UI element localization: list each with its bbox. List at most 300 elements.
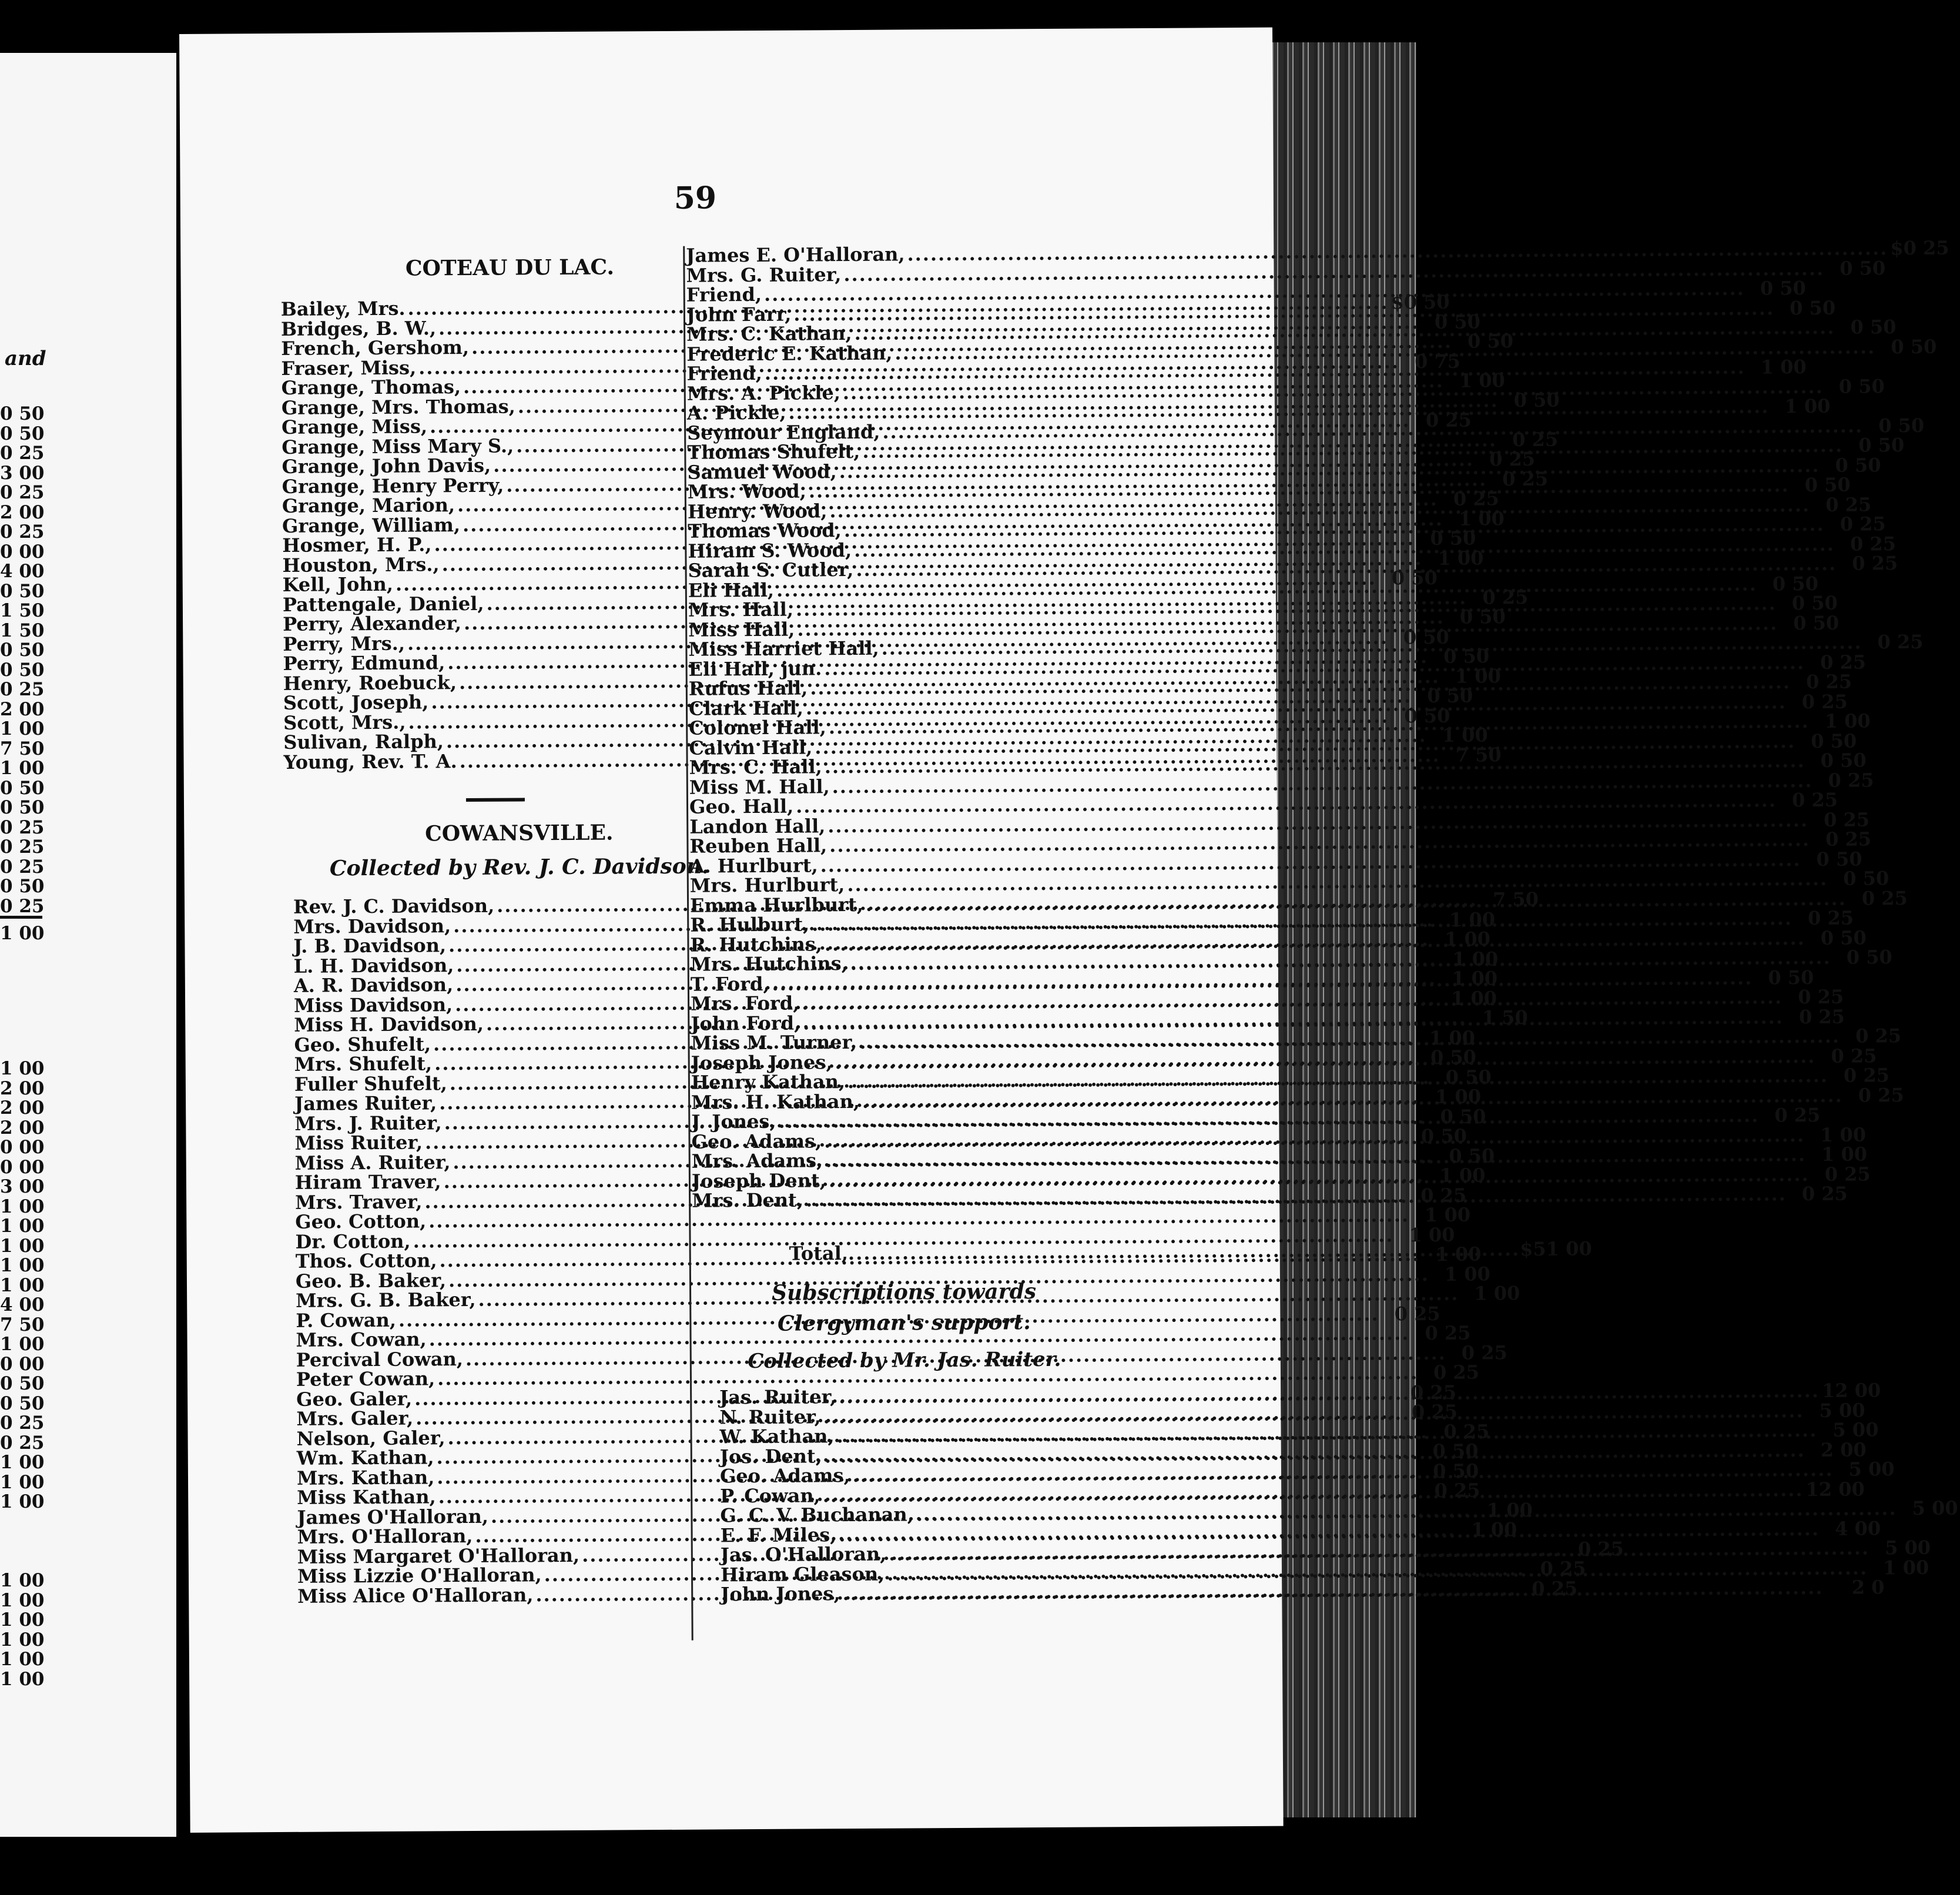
left-page-amount: 2 00 [0, 1077, 45, 1099]
entry-name: Sarah S. Cutler, [688, 558, 854, 582]
entry-amount: 0 25 [1828, 768, 1874, 792]
entry-amount: 0 25 [1411, 1400, 1458, 1424]
left-page-amount: 1 00 [0, 1196, 45, 1217]
entry-amount: 0 50 [1449, 1144, 1495, 1167]
entry-name: Joseph Dent, [691, 1169, 826, 1193]
entry-name: T. Ford, [690, 972, 770, 996]
left-page-amount: 0 50 [0, 423, 45, 444]
entry-name: Mrs. G. Ruiter, [686, 263, 842, 287]
left-page-amount: 0 25 [0, 482, 45, 503]
entry-name: Nelson, Galer, [296, 1426, 445, 1450]
entry-amount: 1 00 [1760, 356, 1807, 379]
entry-name: Grange, Marion, [282, 494, 455, 517]
entry-amount: 0 25 [1461, 1341, 1507, 1364]
entry-name: Henry, Roebuck, [283, 671, 457, 695]
entry-name: Mrs. C. Hall, [689, 755, 822, 779]
entry-amount: 0 50 [1878, 414, 1925, 437]
entry-amount: 0 50 [1445, 1065, 1492, 1089]
entry-name: Mrs. Hall, [688, 598, 794, 621]
entry-amount: 0 25 [1824, 808, 1870, 831]
entry-amount: 0 50 [1443, 645, 1490, 668]
left-page-amount: 0 00 [0, 1353, 45, 1375]
leader-dots [848, 1238, 1520, 1264]
entry-name: Miss Ruiter, [294, 1131, 423, 1154]
entry-amount: 0 25 [1852, 552, 1898, 575]
entry-amount: 0 25 [1434, 1479, 1480, 1502]
entry-name: Colonel Hall, [689, 716, 826, 739]
leader-dots [843, 1578, 1824, 1604]
entry-amount: 1 00 [1820, 1123, 1867, 1146]
entry-name: Clark Hall, [688, 697, 804, 720]
left-page-amount: 1 00 [0, 1235, 45, 1257]
entry-amount: 0 25 [1855, 1024, 1902, 1047]
entry-name: A. R. Davidson, [293, 973, 454, 997]
page-number: 59 [674, 180, 717, 216]
entry-amount: 0 25 [1850, 532, 1897, 555]
entry-name: Fuller Shufelt, [294, 1072, 447, 1096]
entry-amount: 1 00 [1455, 664, 1501, 688]
entry-amount: 0 25 [1443, 1419, 1490, 1443]
previous-page [0, 53, 176, 1837]
entry-name: W. Kathan, [719, 1425, 835, 1448]
left-page-amount: 0 50 [0, 1392, 45, 1414]
entry-name: Seymour England, [687, 420, 880, 444]
entry-amount: 1 50 [1482, 1006, 1528, 1029]
entry-name: Geo. B. Baker, [295, 1268, 447, 1293]
left-page-amount: 0 25 [0, 816, 45, 838]
entry-name: Joseph Jones, [691, 1050, 833, 1074]
entry-amount: 0 25 [1820, 650, 1867, 674]
left-page-amount: 0 25 [0, 443, 45, 464]
entry-name: Mrs. C. Kathan, [686, 322, 852, 346]
entry-amount: 0 75 [1414, 350, 1461, 373]
entry-name: N. Ruiter, [719, 1405, 821, 1428]
entry-name: Bridges, B. W., [280, 316, 437, 340]
entry-amount: 1 00 [1458, 507, 1505, 530]
entry-name: Young, Rev. T. A. [283, 749, 457, 774]
entry-amount: 0 25 [1825, 828, 1872, 851]
entry-name: Mrs. Kathan, [296, 1465, 435, 1489]
left-page-amount: 0 25 [0, 895, 45, 917]
entry-name: Miss Alice O'Halloran, [297, 1583, 534, 1608]
entry-amount: 0 50 [1404, 704, 1450, 727]
entry-amount: 1 00 [1471, 1518, 1517, 1541]
entry-name: James Ruiter, [294, 1092, 437, 1115]
left-page-amount: 2 00 [0, 1117, 45, 1139]
left-page-amount: 1 00 [0, 1668, 45, 1690]
entry-name: Dr. Cotton, [295, 1230, 411, 1253]
entry-amount: 5 00 [1912, 1496, 1958, 1520]
entry-amount: 1 00 [1435, 1085, 1482, 1108]
entry-amount: 0 50 [1440, 1104, 1486, 1128]
entry-name: Jas. O'Halloran, [720, 1542, 887, 1566]
entry-name: Mrs. Galer, [296, 1407, 414, 1430]
entry-amount: 0 25 [1877, 630, 1924, 654]
entry-amount: 0 25 [1801, 1182, 1848, 1206]
entry-amount: 0 25 [1858, 1083, 1904, 1107]
entry-amount: 1 00 [1439, 1164, 1486, 1187]
entry-name: Mrs. Cowan, [296, 1328, 427, 1351]
entry-name: E. F. Miles, [720, 1523, 837, 1546]
entry-amount: 0 50 [1820, 749, 1867, 772]
entry-amount: 0 50 [1891, 335, 1937, 358]
entry-name: Rev. J. C. Davidson, [293, 894, 495, 918]
entry-amount: 0 25 [1791, 788, 1838, 812]
entry-name: A. Hurlburt, [689, 853, 818, 878]
entry-name: Landon Hall, [689, 814, 826, 838]
entry-amount: 1 00 [1883, 1556, 1929, 1579]
left-page-amount: 0 25 [0, 856, 45, 878]
left-page-amounts-top [0, 404, 45, 916]
entry-amount: 0 50 [1772, 572, 1819, 595]
entry-amount: 12 00 [1821, 1379, 1881, 1402]
entry-amount: 1 00 [1444, 928, 1491, 950]
entry-amount: 0 50 [1433, 1459, 1479, 1482]
left-page-amount: 1 50 [0, 620, 45, 641]
left-page-amount: 1 00 [0, 1274, 45, 1296]
entry-name: L. H. Davidson, [293, 953, 454, 977]
entry-amount: 1 00 [1438, 546, 1484, 570]
entry-amount: 0 50 [1513, 389, 1560, 411]
entry-amount: 0 50 [1459, 605, 1506, 628]
entry-amount: 0 25 [1807, 906, 1854, 930]
entry-amount: 1 00 [1459, 369, 1505, 392]
entry-name: Mrs. Hutchins, [690, 952, 848, 976]
left-page-amount: 4 00 [0, 561, 45, 582]
left-page-amount: 3 00 [0, 1176, 45, 1197]
entry-amount: 0 25 [1798, 1005, 1845, 1028]
entry-name: G. C. V. Buchanan, [720, 1503, 914, 1527]
entry-amount: 7 50 [1455, 743, 1502, 766]
entry-name: Grange, Miss, [281, 415, 428, 438]
entry-name: Grange, John Davis, [282, 454, 491, 478]
entry-amount: 0 25 [1482, 585, 1529, 608]
entry-amount: 0 50 [1820, 926, 1867, 949]
list-item [692, 1182, 1848, 1212]
entry-name: A. Pickle, [686, 401, 786, 424]
left-page-amount: 2 00 [0, 1097, 45, 1119]
entry-name: Friend, [686, 283, 762, 306]
entry-amount: 1 00 [1452, 967, 1498, 990]
entry-amount: 1 00 [1442, 724, 1488, 746]
entry-amount: 0 50 [1768, 966, 1814, 989]
entry-amount: 1 00 [1486, 1498, 1533, 1521]
left-page-amount: 0 25 [0, 1412, 45, 1434]
entry-amount: 0 25 [1774, 1103, 1821, 1127]
entry-name: Rufus Hall, [688, 677, 808, 700]
entry-name: Houston, Mrs., [282, 553, 440, 577]
entry-amount: 4 00 [1835, 1516, 1881, 1540]
entry-name: Grange, Miss Mary S., [282, 434, 514, 458]
entry-amount: 5 00 [1848, 1458, 1895, 1481]
entry-amount: 1 00 [1474, 1282, 1520, 1305]
entry-amount: 0 25 [1433, 1361, 1480, 1384]
left-page-amount: 1 00 [0, 1255, 45, 1276]
leader-dots [806, 1184, 1787, 1210]
total-label: Total, [789, 1242, 849, 1265]
entry-name: Kell, John, [282, 572, 394, 596]
entry-name: Mrs. O'Halloran, [297, 1524, 473, 1548]
entry-amount: 0 25 [1825, 493, 1872, 516]
entry-name: R. Hutchins, [690, 932, 823, 956]
entry-name: Mrs. J. Ruiter, [294, 1111, 442, 1135]
entry-amount: 0 50 [1430, 1046, 1477, 1069]
entry-name: Mrs. Davidson, [293, 914, 451, 938]
left-page-amount: 0 50 [0, 1373, 45, 1394]
entry-name: John Jones, [721, 1582, 840, 1606]
left-page-amount: 0 50 [0, 403, 45, 424]
entry-amount: 0 25 [1806, 670, 1852, 694]
left-page-amount [0, 1552, 45, 1572]
entry-amount: 0 50 [1858, 434, 1905, 457]
entry-amount: 1 00 [1824, 709, 1871, 732]
entry-name: Miss Lizzie O'Halloran, [297, 1563, 542, 1588]
entry-amount: 0 50 [1804, 473, 1851, 497]
entry-amount: 0 50 [1850, 316, 1897, 339]
entry-name: Eli Hall, [688, 578, 775, 602]
left-page-amount: 0 25 [0, 836, 45, 858]
entry-name: Miss M. Turner, [691, 1030, 857, 1054]
entry-amount: 5 00 [1885, 1536, 1931, 1559]
entry-name: P. Cowan, [296, 1308, 397, 1332]
entry-name: Jas. Ruiter, [719, 1385, 837, 1409]
entry-name: Geo. Adams, [719, 1464, 850, 1488]
entry-name: J. B. Davidson, [293, 934, 447, 957]
entry-name: Thomas Wood, [688, 519, 842, 543]
section-heading-coteau: COTEAU DU LAC. [405, 255, 615, 281]
document-page [179, 28, 1958, 1833]
entry-name: Reuben Hall, [689, 834, 827, 858]
entry-name: Perry, Mrs., [283, 632, 406, 655]
left-page-amount: 0 00 [0, 1156, 45, 1178]
left-page-amount: 2 00 [0, 698, 45, 720]
left-page-amount: 0 50 [0, 777, 45, 799]
entry-name: Mrs. Wood, [687, 480, 806, 503]
left-page-amount: 1 00 [0, 1570, 45, 1591]
left-page-amount: 1 00 [0, 1609, 45, 1630]
entry-amount: 0 25 [1502, 467, 1549, 490]
left-page-amount: 1 00 [0, 1216, 45, 1237]
left-page-amount: 1 00 [0, 1649, 45, 1670]
entry-name: Perry, Edmund, [283, 651, 445, 675]
entry-amount: $0 25 [1890, 236, 1949, 260]
entry-amount: 2 00 [1820, 1438, 1867, 1461]
entry-amount: 0 50 [1432, 1439, 1479, 1463]
entry-amount: 1 00 [1435, 1243, 1482, 1265]
entry-amount: 1 00 [1821, 1143, 1868, 1166]
entry-amount: 0 50 [1467, 330, 1514, 353]
left-page-amount: 4 00 [0, 1294, 45, 1315]
entry-name: Samuel Wood, [687, 460, 837, 484]
entry-amount: 0 50 [1811, 729, 1857, 752]
entry-amount: 0 50 [1816, 848, 1862, 871]
left-page-amount: 0 25 [0, 679, 45, 700]
entry-amount: 0 50 [1835, 453, 1881, 477]
entry-name: Hiram Traver, [294, 1170, 441, 1194]
entry-amount: 1 00 [1449, 908, 1496, 931]
entry-name: Mrs. G. B. Baker, [296, 1288, 476, 1312]
left-page-amount: 1 00 [0, 758, 45, 779]
entry-name: James O'Halloran, [297, 1505, 489, 1529]
entry-name: Geo. Galer, [296, 1387, 413, 1411]
entry-name: Geo. Shufelt, [294, 1032, 431, 1056]
entry-amount: 0 50 [1427, 684, 1473, 708]
entry-name: Mrs. Ford, [690, 992, 800, 1015]
entry-amount: 0 50 [1846, 946, 1892, 969]
entry-name: Henry. Wood, [687, 499, 827, 523]
left-page-amount: 1 00 [0, 1471, 45, 1493]
left-page-amount: 0 50 [0, 640, 45, 661]
entry-amount: 2 0 [1851, 1576, 1885, 1599]
left-page-amount: 7 50 [0, 738, 45, 759]
entry-amount: 1 00 [1444, 1262, 1490, 1285]
entry-amount: 0 50 [1840, 256, 1886, 280]
entry-amount: 0 50 [1838, 374, 1885, 398]
entry-name: P. Cowan, [720, 1484, 820, 1507]
entry-amount: 0 50 [1791, 591, 1838, 615]
entry-name: Thos. Cotton, [295, 1249, 437, 1273]
left-page-amount: 3 00 [0, 462, 45, 484]
entry-name: Eli Hall, jun. [688, 657, 822, 681]
entry-name: Geo. Adams, [691, 1129, 822, 1153]
left-page-total-rule [0, 916, 42, 919]
entry-name: Mrs. Shufelt, [294, 1052, 433, 1076]
total-amount: $51 00 [1520, 1237, 1592, 1261]
entry-name: John Farr, [686, 303, 792, 326]
entry-amount: 0 25 [1801, 690, 1848, 713]
entry-name: J. Jones, [691, 1110, 776, 1133]
entry-amount: 0 25 [1843, 1064, 1890, 1087]
entry-name: Miss Hall, [688, 618, 795, 641]
entry-name: Miss Margaret O'Halloran, [297, 1544, 580, 1568]
left-page-amount [0, 1532, 45, 1552]
entry-amount: 0 25 [1540, 1557, 1586, 1580]
entry-name: Geo. Hall, [689, 795, 794, 818]
left-page-amount: 0 50 [0, 876, 45, 897]
entry-amount: 0 25 [1394, 1302, 1440, 1325]
entry-amount: 0 25 [1577, 1537, 1624, 1561]
entry-name: Grange, Thomas, [281, 376, 461, 399]
collected-by-cowansville: Collected by Rev. J. C. Davidson. [329, 853, 709, 881]
entry-amount: 1 00 [1424, 1203, 1471, 1227]
entry-name: Miss H. Davidson, [294, 1012, 484, 1036]
left-page-amounts-bottom [0, 1059, 45, 1689]
entry-amount: 0 25 [1861, 886, 1908, 910]
left-page-amount: 0 50 [0, 659, 45, 681]
entry-name: Miss Kathan, [297, 1485, 436, 1509]
left-page-amount: 1 00 [0, 1491, 45, 1512]
entry-amount: 0 25 [1831, 1044, 1877, 1067]
entry-amount: 0 50 [1790, 296, 1836, 319]
entry-name: Jos. Dent, [719, 1444, 822, 1468]
entry-amount: 0 25 [1410, 1381, 1457, 1404]
total-row [719, 1237, 1592, 1265]
left-page-amount: 0 00 [0, 541, 45, 563]
entry-name: Thomas Shufelt, [687, 440, 860, 464]
entry-name: Sulivan, Ralph, [283, 730, 444, 754]
entry-amount: 0 50 [1420, 1124, 1468, 1148]
left-page-amount: 1 00 [0, 1058, 45, 1079]
left-page-amount: 1 00 [0, 1629, 45, 1650]
entry-amount: 12 00 [1805, 1478, 1865, 1501]
left-page-amount: 0 25 [0, 521, 45, 543]
entry-name: Miss Harriet Hall, [688, 637, 879, 661]
entry-amount: 0 25 [1512, 428, 1559, 451]
entry-amount: 0 25 [1824, 1162, 1871, 1186]
entry-name: Emma Hurlburt, [689, 893, 864, 917]
left-page-amount: 1 00 [0, 1589, 45, 1611]
left-page-amount: 0 50 [0, 797, 45, 818]
entry-amount: 5 00 [1819, 1399, 1865, 1422]
entry-name: Henry Kathan, [691, 1070, 846, 1094]
entry-name: Friend, [686, 361, 762, 385]
entry-name: Calvin Hall, [689, 735, 813, 759]
left-page-amount: 0 25 [0, 1432, 45, 1454]
entry-name: Mrs. H. Kathan, [691, 1090, 860, 1114]
entry-name: Mrs. A. Pickle, [686, 381, 841, 405]
entry-name: Peter Cowan, [296, 1367, 435, 1391]
entry-amount: 0 25 [1425, 409, 1472, 432]
entry-amount: 1 00 [1429, 1026, 1476, 1049]
entry-amount: 1 00 [1784, 394, 1831, 418]
left-page-amount: 1 00 [0, 1452, 45, 1473]
entry-name: Mrs. Adams, [691, 1149, 823, 1173]
entry-name: Geo. Cotton, [295, 1210, 427, 1233]
entry-amount: 0 50 [1843, 867, 1889, 890]
entry-name: James E. O'Halloran, [686, 243, 905, 267]
entry-name: Frederic E. Kathan, [686, 341, 893, 366]
entry-name: Miss Davidson, [293, 993, 453, 1017]
left-page-amount: 0 50 [0, 580, 45, 602]
entry-amount: 0 50 [1403, 625, 1449, 648]
entry-name: Hosmer, H. P., [282, 533, 432, 557]
left-page-amount: 1 00 [0, 718, 45, 739]
entry-name: Miss A. Ruiter, [294, 1150, 451, 1174]
entry-name: Pattengale, Daniel, [282, 592, 484, 616]
entry-name: Grange, Mrs. Thomas, [281, 395, 515, 419]
entry-name: Scott, Mrs., [283, 711, 406, 734]
entry-amount: 0 25 [1453, 487, 1499, 510]
entry-amount: 0 50 [1760, 277, 1806, 300]
entry-name: Hiram Gleason, [720, 1562, 885, 1586]
left-page-amount [0, 1512, 45, 1532]
entry-name: John Ford, [691, 1012, 801, 1035]
entry-amount: 0 50 [1793, 611, 1840, 634]
entry-amount: 0 25 [1420, 1184, 1467, 1207]
entry-name: Mrs. Hurlburt, [689, 873, 845, 897]
entry-name: Scott, Joseph, [283, 691, 429, 714]
entry-name: Bailey, Mrs. [280, 297, 406, 320]
entry-amount: 0 25 [1489, 447, 1536, 471]
entry-name: Hiram S. Wood, [688, 538, 852, 563]
left-page-amount: 7 50 [0, 1314, 45, 1335]
entry-name: Mrs. Traver, [295, 1190, 423, 1214]
left-page-total: 1 00 [0, 923, 45, 944]
entry-amount: 1 00 [1409, 1223, 1455, 1246]
entry-name: Grange, William, [282, 513, 461, 537]
entry-amount: 5 00 [1832, 1418, 1879, 1441]
entry-amount: 7 50 [1492, 888, 1539, 911]
entry-amount: 1 00 [1450, 986, 1497, 1010]
left-page-amount: 1 50 [0, 600, 45, 621]
entry-amount: 0 25 [1840, 513, 1886, 535]
section-separator [466, 798, 525, 802]
left-page-amount: 2 00 [0, 501, 45, 523]
entry-name: Miss M. Hall, [689, 775, 830, 799]
entry-name: R. Hulburt, [690, 913, 810, 936]
entry-amount: 0 25 [1532, 1577, 1578, 1600]
section-heading-cowansville: COWANSVILLE. [425, 820, 614, 846]
